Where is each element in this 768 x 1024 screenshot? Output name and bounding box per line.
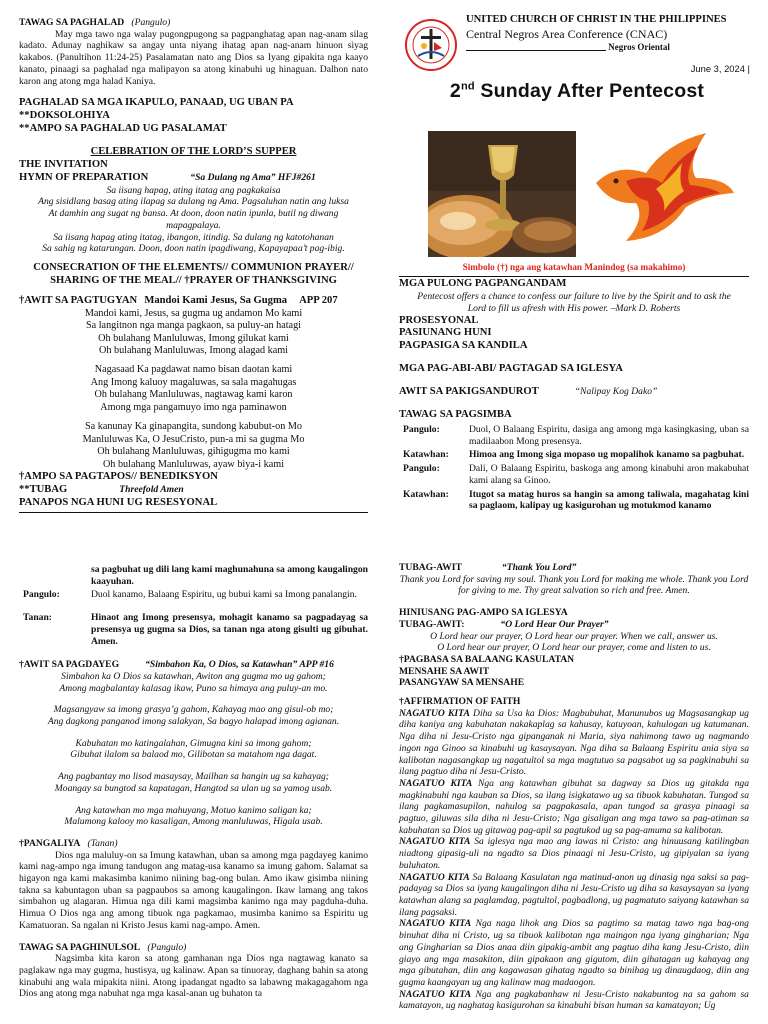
pangaliya-heading: †PANGALIYA (Tanan)	[19, 837, 118, 849]
panapos-heading: PANAPOS NGA HUNI UG RESESYONAL	[19, 496, 218, 508]
prosesyonal-heading: PROSESYONAL	[399, 314, 479, 326]
affirmation-text	[399, 708, 749, 1012]
tubag-awit-heading: TUBAG-AWIT “Thank You Lord”	[399, 562, 577, 573]
ampo-pagtapos-heading: †AMPO SA PAGTAPOS// BENEDIKSYON	[19, 470, 218, 482]
service-date: June 3, 2024 |	[690, 62, 750, 74]
affirmation-heading: †AFFIRMATION OF FAITH	[399, 696, 521, 708]
pagbasa-heading: †PAGBASA SA BALAANG KASULATAN	[399, 653, 575, 665]
faith-paragraph: NAGATUO KITA Nga naga lihok ang Dios sa pagtimo sa matag tawo nga bag-ong binuhat diha ni Cristo, ug sa tibuok kalibotan nga maingon nga iyang gingharian; Nga ang Gingharian sa Dios anaa diin gipakig-ambit ang pagtuo diha kang Jesu-Cristo, diin giayo ang mga masakiton, diin gipakaon ang gigutom, diin gihatagan ug kahayag ang mga gibutahan, diin ang kagawasan gihatag ngadto sa binihag ug dinaugdaog, diin ang gugma kaangayan ug ang kalinaw mag madaogon.	[399, 918, 749, 988]
response-row: Pangulo: Duol kanamo, Balaang Espiritu, ug bubui kami sa Imong panalangin.	[23, 589, 357, 601]
communion-bread-chalice-image	[428, 131, 576, 257]
tawag-pagsimba-heading: TAWAG SA PAGSIMBA	[399, 409, 512, 421]
invitation-heading: THE INVITATION	[19, 158, 108, 170]
pagdayeg-lyrics: Simbahon ka O Dios sa katawhan, Awiton ang gugma mo ug gahom; Among magbalantay kalasag ikaw, Puno sa himaya ang puluy-an mo. Magsangyaw sa imong grasya’g gahom, Kahayag mao ang gisul-ob mo; Ang dagkong panganod imong salakyan, Sa bagyo halapad imong agianan. Kabuhatan mo katingalahan, Gimugna kini sa imong gahom; Gibuhat ilalom sa balaod mo, Gilibotan sa matahom nga dagat. Ang pagbantay mo lisod masaysay, Mailhan sa hangin ug sa kahayag; Moangay sa bungtod sa kapatagan, Hangtod sa ulan ug sa yamog usab. Ang katawhan mo mga mahuyang, Motuo kanimo saligan ka; Malumong kalooy mo kasaligan, Among manluluwas, Higala usab.	[47, 670, 340, 828]
mensahe-awit-heading: MENSAHE SA AWIT	[399, 665, 490, 677]
tubag-awit2-lyrics: O Lord hear our prayer, O Lord hear our prayer. When we call, answer us. O Lord hear our prayer, O Lord hear our prayer, come and listen to us.	[430, 630, 718, 654]
hymn-preparation-heading: HYMN OF PREPARATION “Sa Dulang ng Ama” HFJ#261	[19, 171, 316, 183]
awit-pagdayeg-heading: †AWIT SA PAGDAYEG “Simbahon Ka, O Dios, sa Katawhan” APP #16	[19, 659, 334, 671]
awit-pagtugyan-verse-1: Mandoi kami, Jesus, sa gugma ug andamon Mo kami Sa langitnon nga manga pagkaon, sa puluy-an hatagi Oh bulahang Manluluwas, Imong gilukat kami Oh bulahang Manluluwas, Imong alagad kami	[84, 307, 303, 357]
awit-pagtugyan-verse-3: Sa kanunay Ka ginapangita, sundong kabubut-on Mo Manluluwas Ka, O JesuCristo, pun-a mi sa gugma Mo Oh bulahang Manluluwas, gihigugma mo kami Oh bulahang Manluluwas, ayaw biya-i kami	[82, 421, 305, 470]
awit-pakigsandurot-heading: AWIT SA PAKIGSANDUROT “Nalipay Kog Dako”	[399, 386, 658, 398]
pagpasiga-heading: PAGPASIGA SA KANDILA	[399, 340, 528, 352]
right-bottom-column	[399, 562, 749, 1012]
faith-paragraph: NAGATUO KITA Diha sa Usa ka Dios: Magbubuhat, Manunubos ug Magsasangkap ug diha kaniya ang kabuhatan nakakaplag sa kahusay, katuyoan, kahulogan ug katumanan. Nga diha ni Jesu-Cristo nga gipanganak ni Maria, siya nahimong tawo ug nagmando ingon nga Ginoo sa kinabuhi ug kasaysayan. Nga diha sa Balaang Espiritu ania siya sa kalibotan nagasangkap ug nagatultol sa mga magtutuo sa pagsabot ug sa pagkinabuhi sa ilang pagtuo diha ni Jesu-Cristo.	[399, 707, 749, 778]
paghinulsol-heading: TAWAG SA PAGHINULSOL (Pangulo)	[19, 941, 187, 953]
paghinulsol-text: Nagsimba kita karon sa atong gamhanan nga Dios nga nagtawag kanato sa paglakaw nga may gugma, hustisya, ug kalinaw. Apan sa tinuoray, daghang bahin sa atong kinabuhi ang wala mipakita niini. Atong ipadangat ngadto sa labawng makagagahom nga Dios ang atong mga nabuhat nga mga kasal-anan ug buhaton ta	[19, 953, 368, 1000]
consecration-heading-2: SHARING OF THE MEAL// †PRAYER OF THANKSGIVING	[50, 274, 337, 286]
tubag-awit-lyrics: Thank you Lord for saving my soul. Thank you Lord for making me whole. Thank you Lord for giving to me. Thy great salvation so rich and free. Amen.	[399, 573, 749, 597]
faith-paragraph: NAGATUO KITA Nga ang pagkabanhaw ni Jesu-Cristo nakabuntog na sa gahom sa kamatayon, ug naghatag kasigurohan sa kinabuhi bisan human sa kamatayon; Ug	[399, 988, 749, 1012]
consecration-heading-1: CONSECRATION OF THE ELEMENTS// COMMUNION PRAYER//	[33, 261, 354, 273]
response-row: Tanan: Hinaot ang Imong presensya, mohagit kanamo sa pagpadayag sa presensya ug gugma sa Dios, sa tanan nga atong gisulti ug gibuhat. Amen.	[23, 612, 368, 647]
left-top-column	[19, 17, 368, 513]
awit-pagtugyan-verse-2: Nagasaad Ka pagdawat namo bisan daotan kami Ang Imong kaluoy magaluwas, sa sala magahugas Oh bulahang Manluluwas, nagtawag kami karon Among mga pangamuyo imo nga paminawon	[90, 364, 297, 413]
celebration-heading: CELEBRATION OF THE LORD’S SUPPER	[90, 145, 297, 157]
pagsimba-row: Pangulo: Dali, O Balaang Espiritu, baskoga ang among kinabuhi aron makabuhat kami alang sa Ginoo.	[403, 463, 749, 486]
pag-abi-abi-heading: MGA PAG-ABI-ABI/ PAGTAGAD SA IGLESYA	[399, 363, 623, 375]
pagsimba-row: Pangulo: Duol, O Balaang Espiritu, dasiga ang among mga kasingkasing, uban sa madilaabon Mong presensya.	[403, 424, 749, 447]
awit-pagtugyan-heading: †AWIT SA PAGTUGYAN Mandoi Kami Jesus, Sa Gugma APP 207	[19, 294, 338, 306]
hiniusang-heading: HINIUSANG PAG-AMPO SA IGLESYA	[399, 607, 568, 619]
pulong-quote: Pentecost offers a chance to confess our failure to live by the Spirit and to ask the Lord to fill us afresh with His power. –Mark D. Roberts	[417, 291, 731, 314]
tawag-paghalad-text: May mga tawo nga walay pugongpugong sa pagpanghatag apan nag-anam silag kadato. Adunay naghikaw sa angay unta niyang ihatag apan nag-anam hinuon siyag kakabos. (Panultihon 11:24-25) Pasalamatan nato ang Dios sa Iyang gipakita nga kaayo kanato, pinaagi sa paghalad nga malipayon sa atong kinabuhi ug hinaguan. Dalhon nato karon ang atong mga halad Kaniya.	[19, 28, 368, 87]
pangaliya-text: Dios nga maluluy-on sa Imung katawhan, uban sa among mga pagdayeg kanimo kami nag-ampo nga imung tandugon ang matag-usa kanamo sa imung gahom. Salamat sa higayon nga kami makasimba kanimo niining bag-ong bulan. Amo ikaw gisimba niining takna sa kabuntagon uban sa pagpaubos sa among kaugalingon. Ikaw lamang ang takos simbahon ug alagaran. Himua nga dili kami magsimba kanimo nga may pagduha-duha. Himua O Dios nga ang among tibuok nga pagkamao, musimba kanimo sa Espiritu ug Kamatuoran. Sa ngalan ni Kristo Jesus kami nag-ampo. Amen.	[19, 849, 368, 931]
tawag-paghalad-heading: TAWAG SA PAGHALAD (Pangulo)	[19, 17, 171, 28]
left-divider	[19, 512, 368, 513]
church-name: UNITED CHURCH OF CHRIST IN THE PHILIPPINES	[466, 14, 727, 25]
location-line: Negros Oriental	[466, 42, 750, 53]
ampo-paghalad-heading: **AMPO SA PAGHALAD UG PASALAMAT	[19, 123, 227, 135]
faith-paragraph: NAGATUO KITA Nga ang katawhan gibuhat sa dagway sa Dios ug gitakda nga magkinabuhi nga kauban sa Dios, sa ilang isigkatawo ug sa tibuok kabuhatan. Tungod sa ilang pagkamasupilon, nahulog sa pagpakasala, apan tungod sa grasya pinaagi sa pagtuo, giluwas sila diha ni Jesu-Cristo; Nga gisaligan ang mga tawo sa pag-atiman sa kabuhatan sa Dios ug gitawag pag-apil sa pagtukod ug sa pag-amuma sa kalibotan.	[399, 777, 749, 836]
conference-name: Central Negros Area Conference (CNAC)	[466, 26, 668, 41]
continued-response: sa pagbuhat ug dili lang kami maghunahuna sa among kaugalingon kaayuhan.	[91, 564, 368, 587]
pasiunang-huni-heading: PASIUNANG HUNI	[399, 327, 492, 339]
tubag-heading: **TUBAG Threefold Amen	[19, 483, 184, 495]
ucc-seal-logo	[404, 18, 458, 72]
tubag-awit2-heading: TUBAG-AWIT: “O Lord Hear Our Prayer”	[399, 618, 609, 630]
pulong-pagpangandam-heading: MGA PULONG PAGPANGANDAM	[399, 278, 567, 290]
pentecost-dove-flame-image	[586, 123, 736, 243]
pagsimba-row: Katawhan: Himoa ang Imong siga mopaso ug mopalihok kanamo sa pagbuhat.	[403, 449, 745, 461]
service-title: 2nd Sunday After Pentecost	[449, 79, 705, 102]
doksolohiya-heading: **DOKSOLOHIYA	[19, 110, 110, 122]
left-bottom-column	[19, 562, 368, 1000]
paghalad-heading: PAGHALAD SA MGA IKAPULO, PANAAD, UG UBAN PA	[19, 97, 294, 109]
pagsimba-row: Katawhan: Itugot sa matag huros sa hangin sa among taliwala, magahatag kini sa paglaom, kalipay ug kasigurohan ug motukmod kanamo	[403, 488, 749, 512]
faith-paragraph: NAGATUO KITA Sa Balaang Kasulatan nga matinud-anon ug dinasig nga saksi sa pag-padayag sa Dios sa iyang kaugalingon diha ni Jesu-Cristo ug diha sa kasaysayan sa iyang katawhan alang sa paglamdag, pagtultol, pagbadlong, ug pagmatuto saiyang katawhan sa ilang pagsaksi.	[399, 871, 749, 918]
header-block	[404, 14, 750, 104]
hymn-preparation-lyrics: Sa iisang hapag, ating itatag ang pagkakaisa Ang sisidlang basag ating ilapag sa dulang ng Ama. Pagsaluhan natin ang luksa At damhin ang sugat ng bansa. At doon, doon natin ipunla, butil ng diwang mapagpalaya. Sa iisang hapag ating itatag, ibangon, itindig. Sa dulang ng katotohanan Sa sahig ng katarungan. Doon, doon natin ipagdiwang, Kapayapaa’t pag-ibig.	[38, 184, 349, 255]
faith-paragraph: NAGATUO KITA Sa iglesya nga mao ang lawas ni Cristo: ang hinuusang katilingban niadtong gipasig-uli na ngadto sa Dios pinaagi ni Jesu-Cristo, ug gipiyalan sa iyang buluhaton.	[399, 836, 749, 871]
right-top-column	[399, 262, 749, 514]
image-caption: Simbolo (†) nga ang katawhan Manindog (sa makahimo)	[462, 262, 686, 272]
pasangyaw-heading: PASANGYAW SA MENSAHE	[399, 677, 525, 689]
